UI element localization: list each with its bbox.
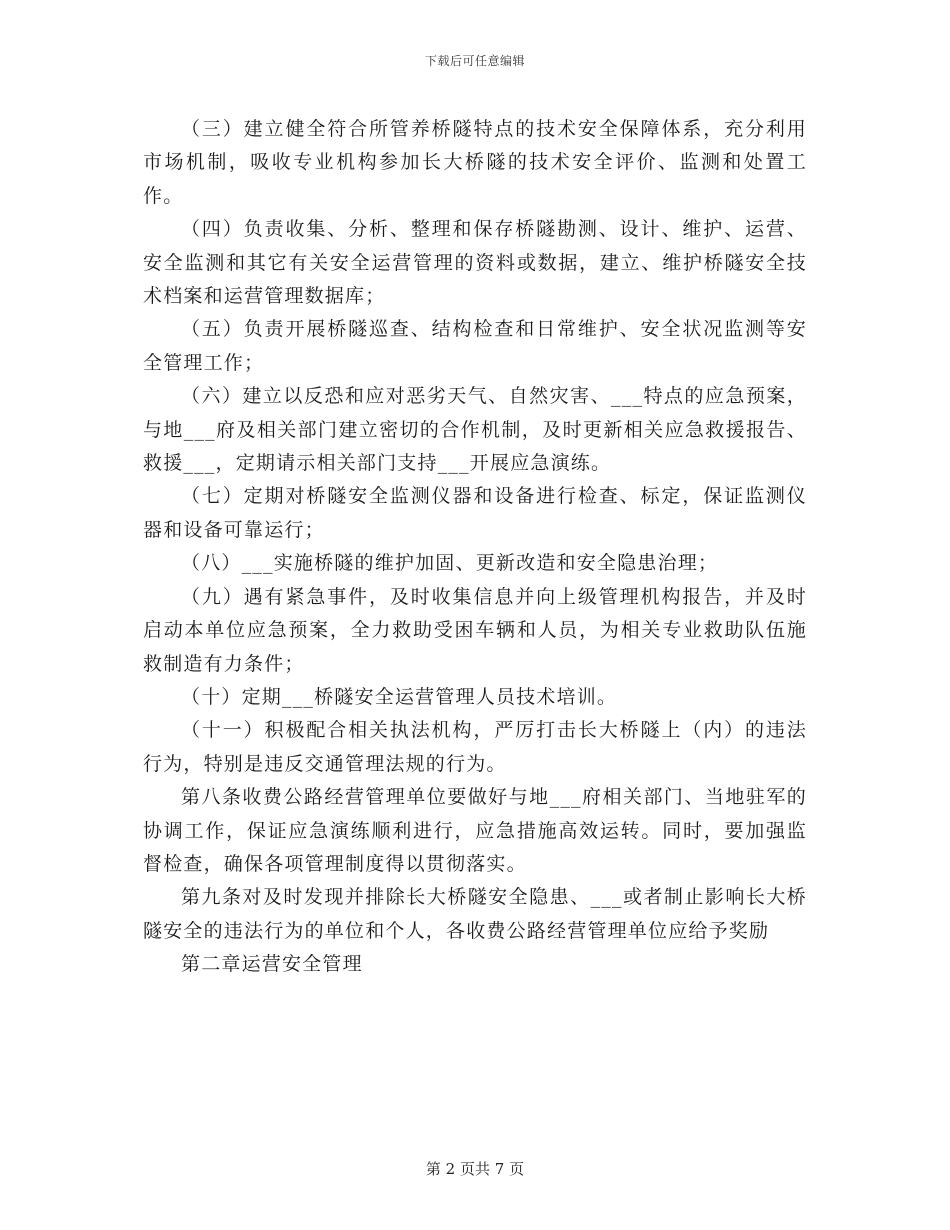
paragraph: （六）建立以反恐和应对恶劣天气、自然灾害、___特点的应急预案，与地___府及相关部门建立密切的合作机制，及时更新相关应急救援报告、救援___，定期请示相关部门支持___开展应急演练。: [143, 385, 807, 475]
paragraph: 第九条对及时发现并排除长大桥隧安全隐患、___或者制止影响长大桥隧安全的违法行为的单位和个人，各收费公路经营管理单位应给予奖励: [143, 886, 807, 942]
paragraph: （十一）积极配合相关执法机构，严厉打击长大桥隧上（内）的违法行为，特别是违反交通管理法规的行为。: [143, 719, 807, 775]
page-footer: 第 2 页共 7 页: [425, 1160, 525, 1178]
page-header: 下载后可任意编辑: [424, 54, 525, 68]
paragraph: 第八条收费公路经营管理单位要做好与地___府相关部门、当地驻军的协调工作，保证应急演练顺利进行，应急措施高效运转。同时，要加强监督检查，确保各项管理制度得以贯彻落实。: [143, 786, 807, 875]
paragraph: （七）定期对桥隧安全监测仪器和设备进行检查、标定，保证监测仪器和设备可靠运行；: [143, 485, 807, 541]
paragraph: （九）遇有紧急事件，及时收集信息并向上级管理机构报告，并及时启动本单位应急预案，全力救助受困车辆和人员，为相关专业救助队伍施救制造有力条件；: [143, 585, 807, 675]
paragraph: （八）___实施桥隧的维护加固、更新改造和安全隐患治理；: [181, 552, 719, 575]
paragraph: （十）定期___桥隧安全运营管理人员技术培训。: [181, 685, 618, 708]
section-heading: 第二章运营安全管理: [181, 953, 363, 976]
paragraph: （五）负责开展桥隧巡查、结构检查和日常维护、安全状况监测等安全管理工作；: [143, 318, 807, 374]
paragraph: （四）负责收集、分析、整理和保存桥隧勘测、设计、维护、运营、安全监测和其它有关安全运营管理的资料或数据，建立、维护桥隧安全技术档案和运营管理数据库；: [143, 218, 807, 308]
paragraph: （三）建立健全符合所管养桥隧特点的技术安全保障体系，充分利用市场机制，吸收专业机构参加长大桥隧的技术安全评价、监测和处置工作。: [143, 118, 807, 207]
document-body: [143, 113, 807, 982]
